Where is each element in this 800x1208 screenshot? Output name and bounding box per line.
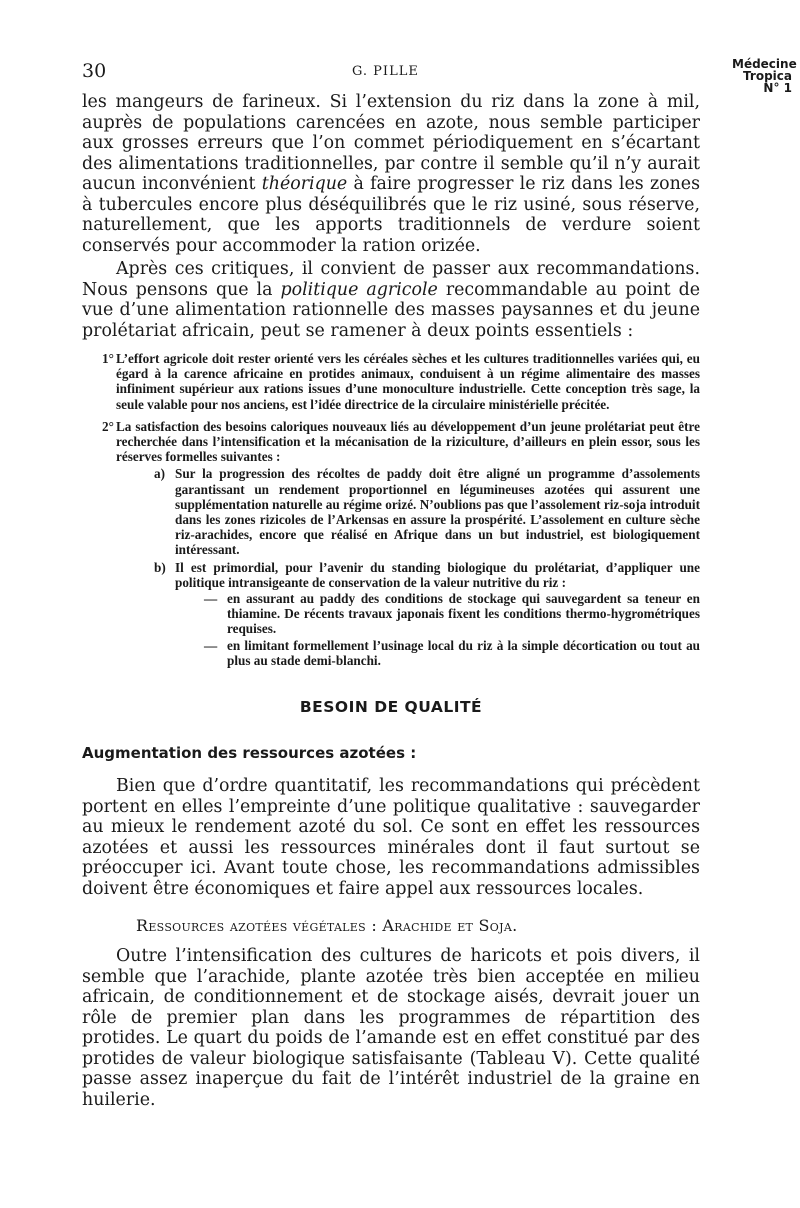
page-header [82,57,797,95]
dash-item-text: en assurant au paddy des conditions de stockage qui sauvegardent sa teneur en thiamine. De récents travaux japonais fixent les conditions thermo-hygrométriques requises. [227,591,700,637]
paragraph-1-emphasis: théorique [261,174,348,194]
paragraph-2-text-a: Après ces critiques, il convient de passer aux recommandations. Nous pensons que la [82,259,700,300]
section-title: BESOIN DE QUALITÉ [299,698,483,717]
journal-corner-label [732,57,797,95]
smallcaps-heading [82,916,700,935]
document-page [82,57,797,1110]
paragraph-1-text-b: à faire progresser le riz dans les zones à tubercules encore plus déséquilibrés que le riz usiné, sous réserve, naturellement, que les apports traditionnels de verdure soient conservés pour accommoder la ration orizée. [82,174,701,256]
journal-name-line1: Médecine [732,57,797,71]
smallcaps-heading-text: Ressources azotées végétales : Arachide et Soja. [136,916,518,936]
sub-item-label: a) [154,466,165,482]
list-item-text: L’effort agricole doit rester orienté vers les céréales sèches et les cultures traditionnelles variées qui, eu égard à la carence africaine en protides animaux, conduisent à un régime alimentaire des masses infiniment supérieur aux rations issues d’une monoculture industrielle. Cette conception très sage, la seule valable pour nos anciens, est l’idée directrice de la circulaire ministérielle précitée. [116,351,700,412]
sub-item-text: Il est primordial, pour l’avenir du standing biologique du prolétariat, d’appliquer une politique intransigeante de conservation de la valeur nutritive du riz : [175,559,700,590]
dash-item [82,638,700,668]
sub-item-b [82,560,700,590]
list-item-number: 1° [102,351,114,366]
list-item-text: La satisfaction des besoins caloriques nouveaux liés au développement d’un jeune prolétariat peut être recherchée dans l’intensification et la mécanisation de la riziculture, d’ailleurs en plein essor, sous les réserves formelles suivantes : [116,418,700,465]
paragraph-1-text-a: les mangeurs de farineux. Si l’extension du riz dans la zone à mil, auprès de populations carencées en azote, nous semble participer aux grosses erreurs que l’on commet périodiquement en s’écartant des alimentations traditionnelles, par contre il semble qu’il n’y aurait aucun inconvénient [82,92,700,194]
sub-item-text: Sur la progression des récoltes de paddy doit être aligné un programme d’assolements garantissant un rendement proportionnel en légumineuses azotées qui assurent une supplémentation naturelle au régime orizé. N’oublions pas que l’assolement riz-soja introduit dans les zones rizicoles de l’Arkensas en assure la prospérité. L’assolement en culture sèche riz-arachides, encore que réalisé en Afrique dans un but industriel, est biologiquement intéressant. [175,466,700,558]
journal-issue: N° 1 [763,81,792,95]
dash-item [82,591,700,637]
paragraph-4: Outre l’intensification des cultures de haricots et pois divers, il semble que l’arachide, plante azotée très bien acceptée en milieu africain, de conditionnement et de stockage aisés, devrait jouer un rôle de premier plan dans les programmes de répartition des protides. Le quart du poids de l’amande est en effet constitué par des protides de valeur biologique satisfaisante (Tableau V). Cette qualité passe assez inaperçue du fait de l’intérêt industriel de la graine en huilerie. [82,946,700,1110]
paragraph-3: Bien que d’ordre quantitatif, les recommandations qui précèdent portent en elles l’empreinte d’une politique qualitative : sauvegarder au mieux le rendement azoté du sol. Ce sont en effet les ressources azotées et aussi les ressources minérales dont il faut surtout se préoccuper ici. Avant toute chose, les recommandations admissibles doivent être économiques et faire appel aux ressources locales. [82,776,700,899]
dash-item-text: en limitant formellement l’usinage local du riz à la simple décortication ou tout au plus au stade demi-blanchi. [227,637,700,668]
paragraph-2 [82,259,700,341]
running-title: G. PILLE [352,64,419,79]
paragraph-2-emphasis: politique agricole [280,279,438,300]
subsection-title: Augmentation des ressources azotées : [82,744,417,763]
recommendations-list [82,351,700,668]
dash-mark: — [204,637,218,653]
sub-item-label: b) [154,559,166,575]
page-number: 30 [82,60,107,82]
list-item [82,351,700,412]
list-item [82,419,700,465]
dash-mark: — [204,591,218,607]
paragraph-1 [82,92,700,256]
journal-name-line2: Tropica [743,69,792,83]
list-item-number: 2° [102,418,114,434]
paragraph-2-text-b: recommandable au point de vue d’une alimentation rationnelle des masses paysannes et du jeune prolétariat africain, peut se ramener à deux points essentiels : [82,279,700,341]
sub-item-a [82,466,700,557]
